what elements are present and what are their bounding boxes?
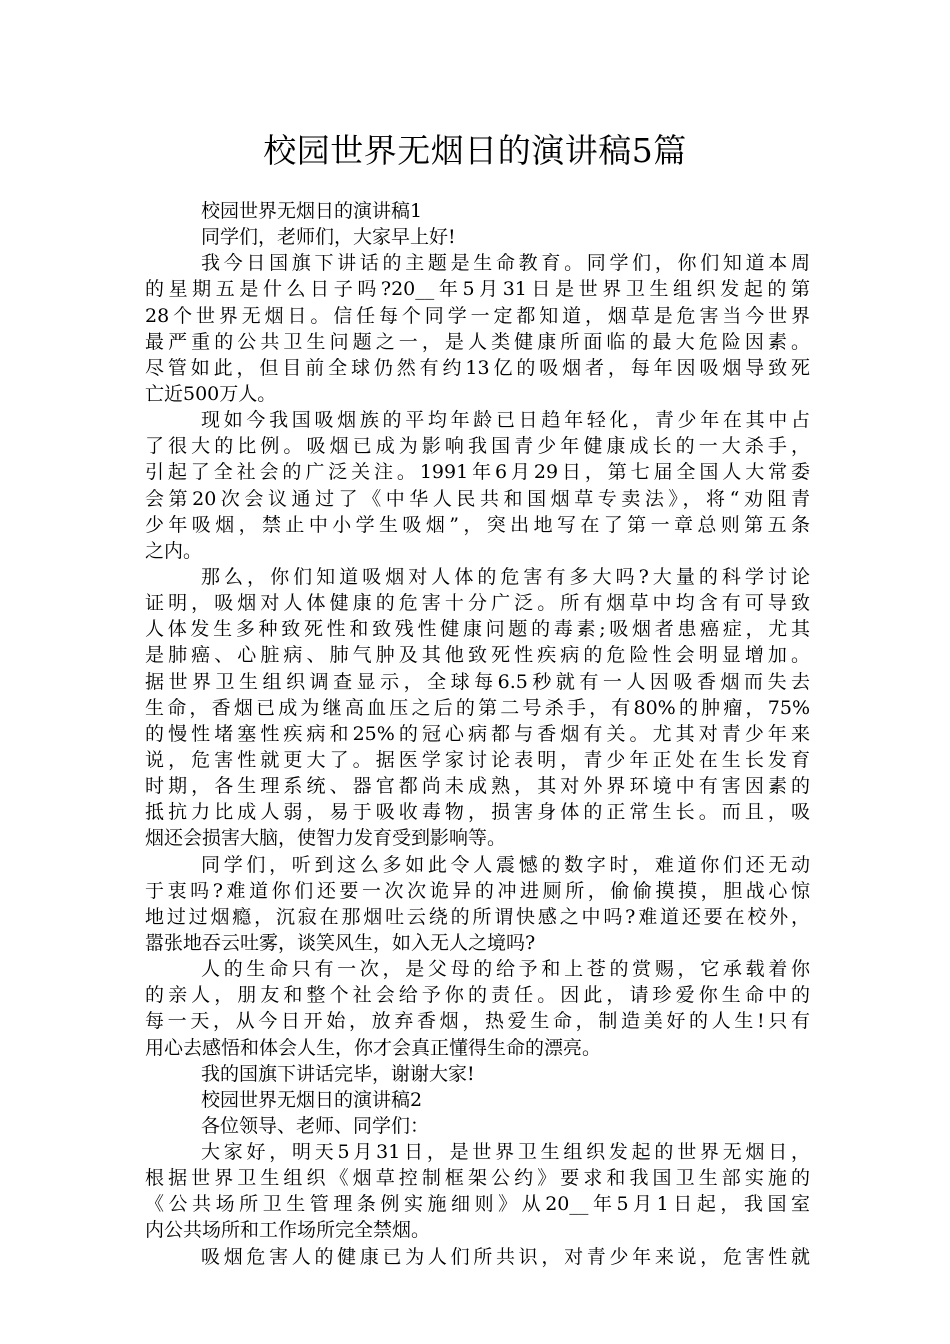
text-line: 同学们，老师们，大家早上好! bbox=[201, 226, 456, 249]
text-line: 的星期五是什么日子吗?20__年5月31日是世界卫生组织发起的第 bbox=[145, 278, 810, 301]
text-line: 说，危害性就更大了。据医学家讨论表明，青少年正处在生长发育 bbox=[145, 748, 810, 771]
text-line: 人的生命只有一次，是父母的给予和上苍的赏赐，它承载着你 bbox=[201, 958, 810, 981]
text-line: 证明，吸烟对人体健康的危害十分广泛。所有烟草中均含有可导致 bbox=[145, 592, 810, 615]
text-line: 根据世界卫生组织《烟草控制框架公约》要求和我国卫生部实施的 bbox=[145, 1167, 810, 1190]
text-line: 少年吸烟，禁止中小学生吸烟”，突出地写在了第一章总则第五条 bbox=[145, 513, 810, 536]
text-line: 我的国旗下讲话完毕，谢谢大家! bbox=[201, 1062, 475, 1085]
text-line: 校园世界无烟日的演讲稿1 bbox=[201, 200, 423, 222]
text-line: 地过过烟瘾，沉寂在那烟吐云绕的所谓快感之中吗?难道还要在校外， bbox=[145, 905, 810, 928]
text-line: 亡近500万人。 bbox=[145, 382, 277, 405]
text-line: 《公共场所卫生管理条例实施细则》从20__年5月1日起，我国室 bbox=[145, 1193, 810, 1216]
text-line: 了很大的比例。吸烟已成为影响我国青少年健康成长的一大杀手， bbox=[145, 435, 810, 458]
text-line: 据世界卫生组织调查显示，全球每6.5秒就有一人因吸香烟而失去 bbox=[145, 670, 810, 693]
text-line: 现如今我国吸烟族的平均年龄已日趋年轻化，青少年在其中占 bbox=[201, 409, 810, 432]
text-line: 用心去感悟和体会人生，你才会真正懂得生命的漂亮。 bbox=[145, 1036, 602, 1059]
text-line: 于衷吗?难道你们还要一次次诡异的冲进厕所，偷偷摸摸，胆战心惊 bbox=[145, 879, 810, 902]
text-line: 大家好，明天5月31日，是世界卫生组织发起的世界无烟日， bbox=[201, 1141, 810, 1164]
text-line: 那么，你们知道吸烟对人体的危害有多大吗?大量的科学讨论 bbox=[201, 565, 810, 588]
text-line: 吸烟危害人的健康已为人们所共识，对青少年来说，危害性就 bbox=[201, 1245, 810, 1268]
text-line: 尽管如此，但目前全球仍然有约13亿的吸烟者，每年因吸烟导致死 bbox=[145, 356, 810, 379]
text-line: 引起了全社会的广泛关注。1991年6月29日，第七届全国人大常委 bbox=[145, 461, 810, 484]
text-line: 同学们，听到这么多如此令人震憾的数字时，难道你们还无动 bbox=[201, 853, 810, 876]
text-line: 会第20次会议通过了《中华人民共和国烟草专卖法》，将“劝阻青 bbox=[145, 487, 810, 510]
text-line: 时期，各生理系统、器官都尚未成熟，其对外界环境中有害因素的 bbox=[145, 775, 810, 798]
text-line: 校园世界无烟日的演讲稿2 bbox=[201, 1088, 423, 1111]
text-line: 的亲人，朋友和整个社会给予你的责任。因此，请珍爱你生命中的 bbox=[145, 984, 810, 1007]
text-line: 抵抗力比成人弱，易于吸收毒物，损害身体的正常生长。而且，吸 bbox=[145, 801, 810, 824]
document-body bbox=[145, 198, 810, 1270]
text-line: 内公共场所和工作场所完全禁烟。 bbox=[145, 1219, 431, 1242]
text-line: 各位领导、老师、同学们： bbox=[201, 1114, 430, 1137]
text-line: 最严重的公共卫生问题之一，是人类健康所面临的最大危险因素。 bbox=[145, 330, 810, 353]
text-line: 生命，香烟已成为继高血压之后的第二号杀手，有80%的肿瘤，75% bbox=[145, 696, 810, 719]
text-line: 的慢性堵塞性疾病和25%的冠心病都与香烟有关。尤其对青少年来 bbox=[145, 722, 810, 745]
text-line: 每一天，从今日开始，放弃香烟，热爱生命，制造美好的人生!只有 bbox=[145, 1010, 810, 1033]
text-line: 是肺癌、心脏病、肺气肿及其他致死性疾病的危险性会明显增加。 bbox=[145, 644, 810, 667]
document-title: 校园世界无烟日的演讲稿5篇 bbox=[263, 131, 687, 170]
text-line: 嚣张地吞云吐雾，谈笑风生，如入无人之境吗? bbox=[145, 931, 536, 954]
text-line: 28个世界无烟日。信任每个同学一定都知道，烟草是危害当今世界 bbox=[145, 304, 810, 327]
text-line: 之内。 bbox=[145, 539, 203, 562]
text-line: 我今日国旗下讲话的主题是生命教育。同学们，你们知道本周 bbox=[201, 252, 810, 275]
text-line: 人体发生多种致死性和致残性健康问题的毒素;吸烟者患癌症，尤其 bbox=[145, 618, 810, 641]
text-line: 烟还会损害大脑，使智力发育受到影响等。 bbox=[145, 827, 507, 850]
